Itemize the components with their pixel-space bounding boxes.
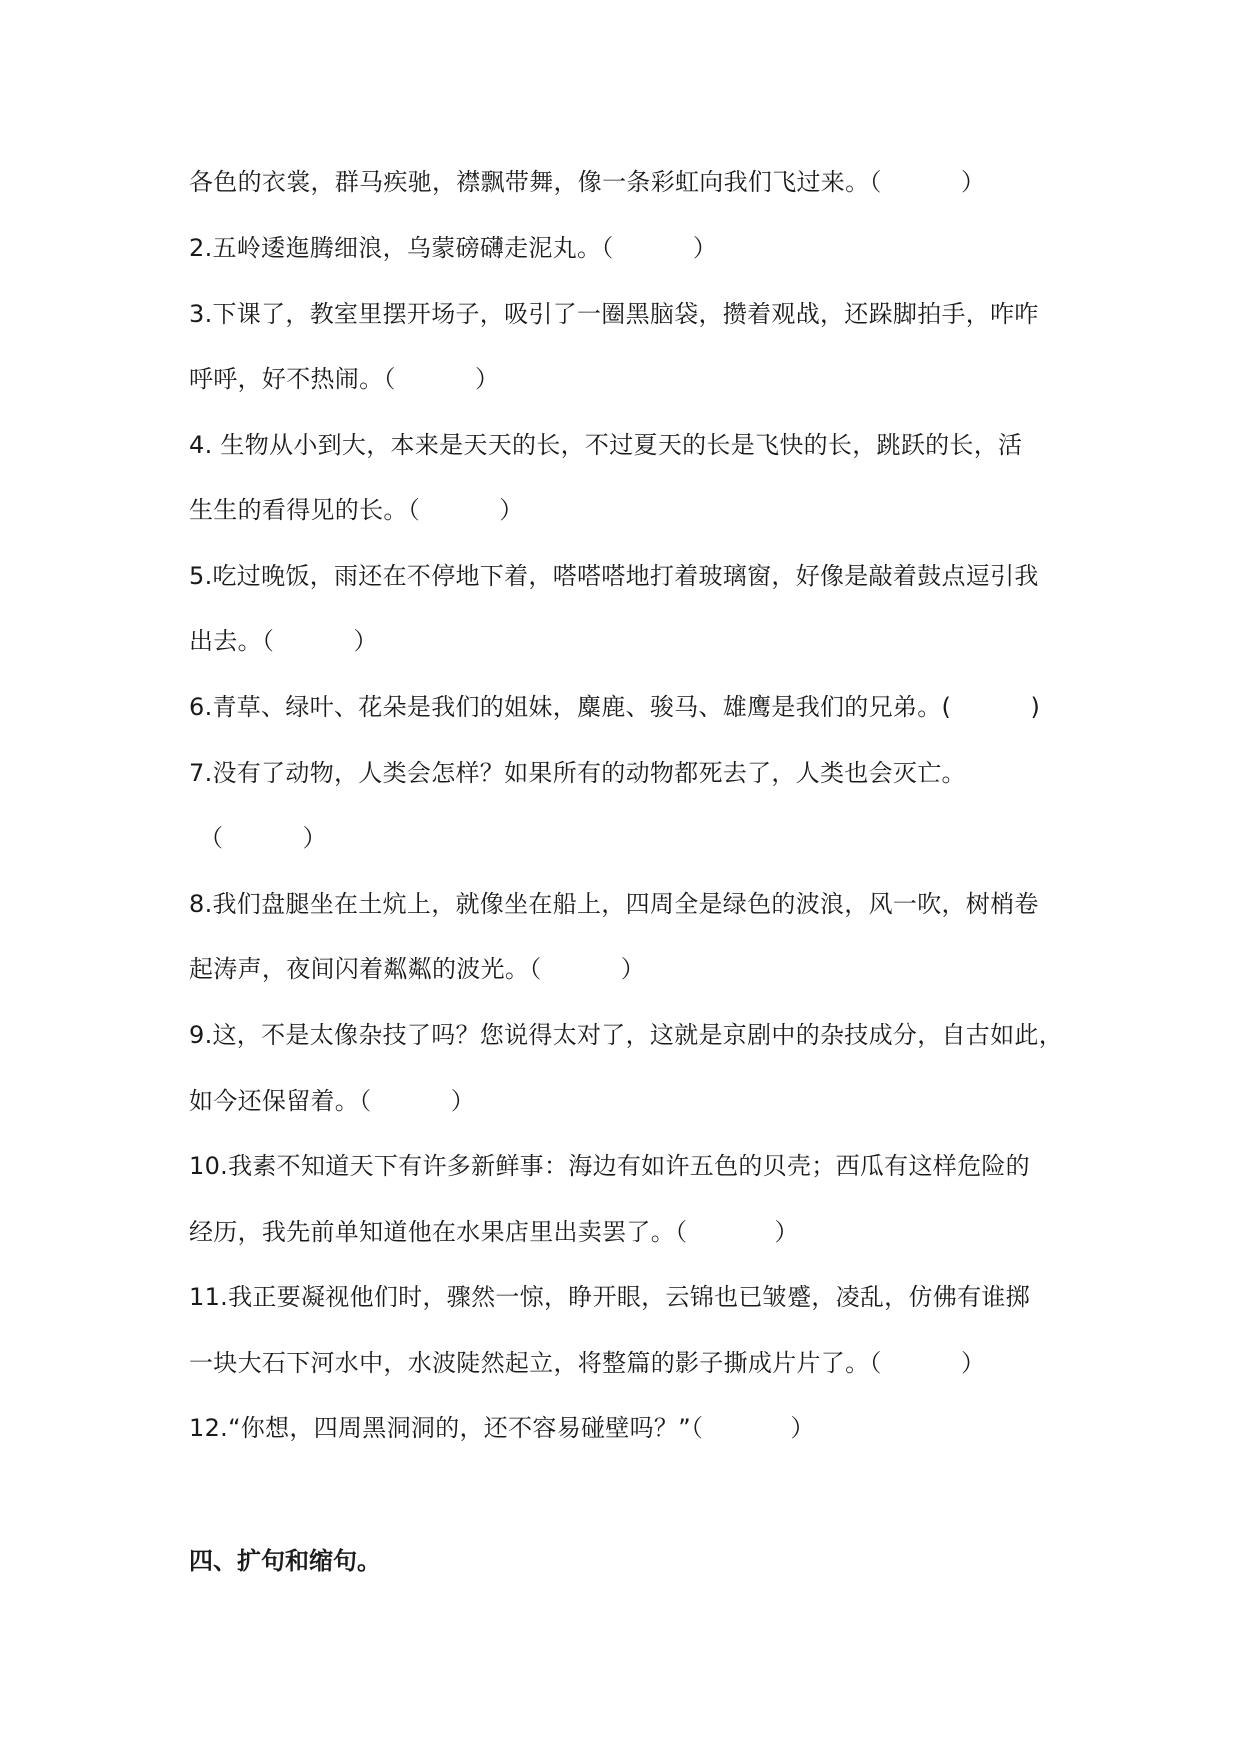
question-9: 9.这，不是太像杂技了吗？您说得太对了，这就是京剧中的杂技成分，自古如此，: [189, 1021, 1063, 1049]
text-line: 一块大石下河水中，水波陡然起立，将整篇的影子撕成片片了。（ ）: [189, 1349, 986, 1377]
question-11: 11.我正要凝视他们时，骤然一惊，睁开眼，云锦也已皱蹙，凌乱，仿佛有谁掷: [189, 1283, 1030, 1311]
text-line: 呼呼，好不热闹。（ ）: [189, 365, 500, 393]
question-12: 12.“你想，四周黑洞洞的，还不容易碰壁吗？”（ ）: [189, 1414, 815, 1442]
text-line: 如今还保留着。（ ）: [189, 1087, 475, 1115]
question-6: 6.青草、绿叶、花朵是我们的姐妹，麋鹿、骏马、雄鹰是我们的兄弟。( ): [189, 693, 1041, 721]
question-7: 7.没有了动物，人类会怎样？如果所有的动物都死去了，人类也会灭亡。: [189, 759, 966, 787]
text-line: 生生的看得见的长。（ ）: [189, 496, 524, 524]
question-5: 5.吃过晚饭，雨还在不停地下着，嗒嗒嗒地打着玻璃窗，好像是敲着鼓点逗引我: [189, 562, 1039, 590]
question-4: 4. 生物从小到大，本来是天天的长，不过夏天的长是飞快的长，跳跃的长，活: [189, 431, 1023, 459]
question-8: 8.我们盘腿坐在土炕上，就像坐在船上，四周全是绿色的波浪，风一吹，树梢卷: [189, 890, 1039, 918]
question-10: 10.我素不知道天下有许多新鲜事：海边有如许五色的贝壳；西瓜有这样危险的: [189, 1152, 1030, 1180]
text-line: （ ）: [199, 824, 327, 852]
question-3: 3.下课了，教室里摆开场子，吸引了一圈黑脑袋，攒着观战，还跺脚拍手，咋咋: [189, 300, 1039, 328]
text-line: 经历，我先前单知道他在水果店里出卖罢了。（ ）: [189, 1218, 799, 1246]
question-2: 2.五岭逶迤腾细浪，乌蒙磅礴走泥丸。（ ）: [189, 234, 718, 262]
text-line: 各色的衣裳，群马疾驰，襟飘带舞，像一条彩虹向我们飞过来。（ ）: [189, 168, 986, 196]
text-line: 出去。（ ）: [189, 627, 378, 655]
section-heading: 四、扩句和缩句。: [189, 1547, 381, 1575]
text-line: 起涛声，夜间闪着粼粼的波光。（ ）: [189, 955, 646, 983]
